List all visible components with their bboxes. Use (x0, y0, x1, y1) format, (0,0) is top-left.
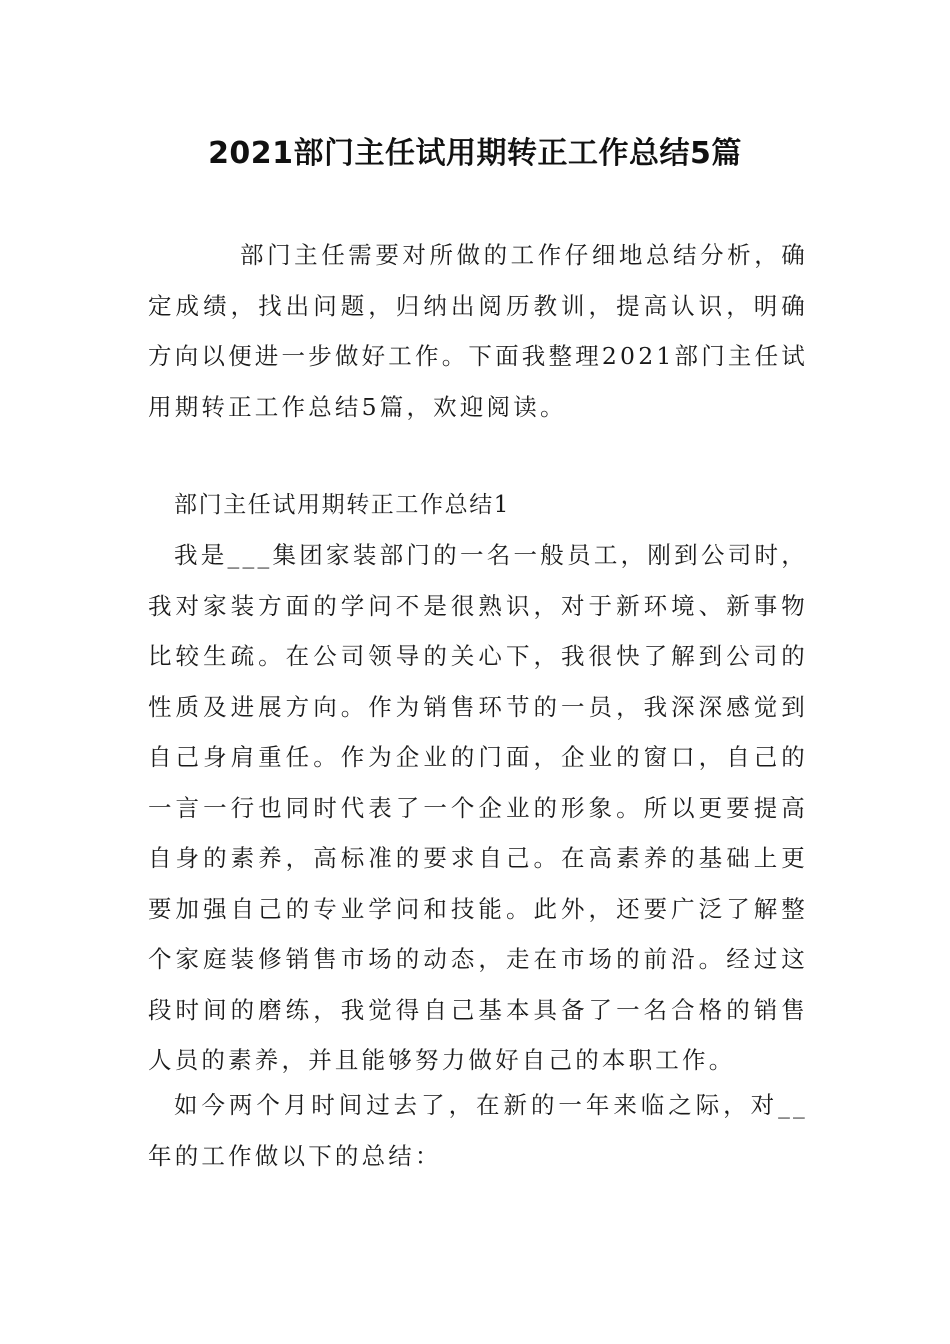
body-paragraph: 我是___集团家装部门的一名一般员工，刚到公司时，我对家装方面的学问不是很熟识，对于新环境、新事物比较生疏。在公司领导的关心下，我很快了解到公司的性质及进展方向。作为销售环节的一员，我深深感觉到自己身肩重任。作为企业的门面，企业的窗口，自己的一言一行也同时代表了一个企业的形象。所以更要提高自身的素养，高标准的要求自己。在高素养的基础上更要加强自己的专业学问和技能。此外，还要广泛了解整个家庭装修销售市场的动态，走在市场的前沿。经过这段时间的磨练，我觉得自己基本具备了一名合格的销售人员的素养，并且能够努力做好自己的本职工作。 (148, 541, 808, 1074)
body-paragraph: 如今两个月时间过去了，在新的一年来临之际，对__年的工作做以下的总结： (148, 1091, 808, 1170)
document-title: 2021部门主任试用期转正工作总结5篇 (208, 136, 742, 171)
section-heading: 部门主任试用期转正工作总结1 (174, 492, 511, 518)
intro-paragraph: 部门主任需要对所做的工作仔细地总结分析，确定成绩，找出问题，归纳出阅历教训，提高认识，明确方向以便进一步做好工作。下面我整理2021部门主任试用期转正工作总结5篇，欢迎阅读。 (148, 241, 809, 421)
